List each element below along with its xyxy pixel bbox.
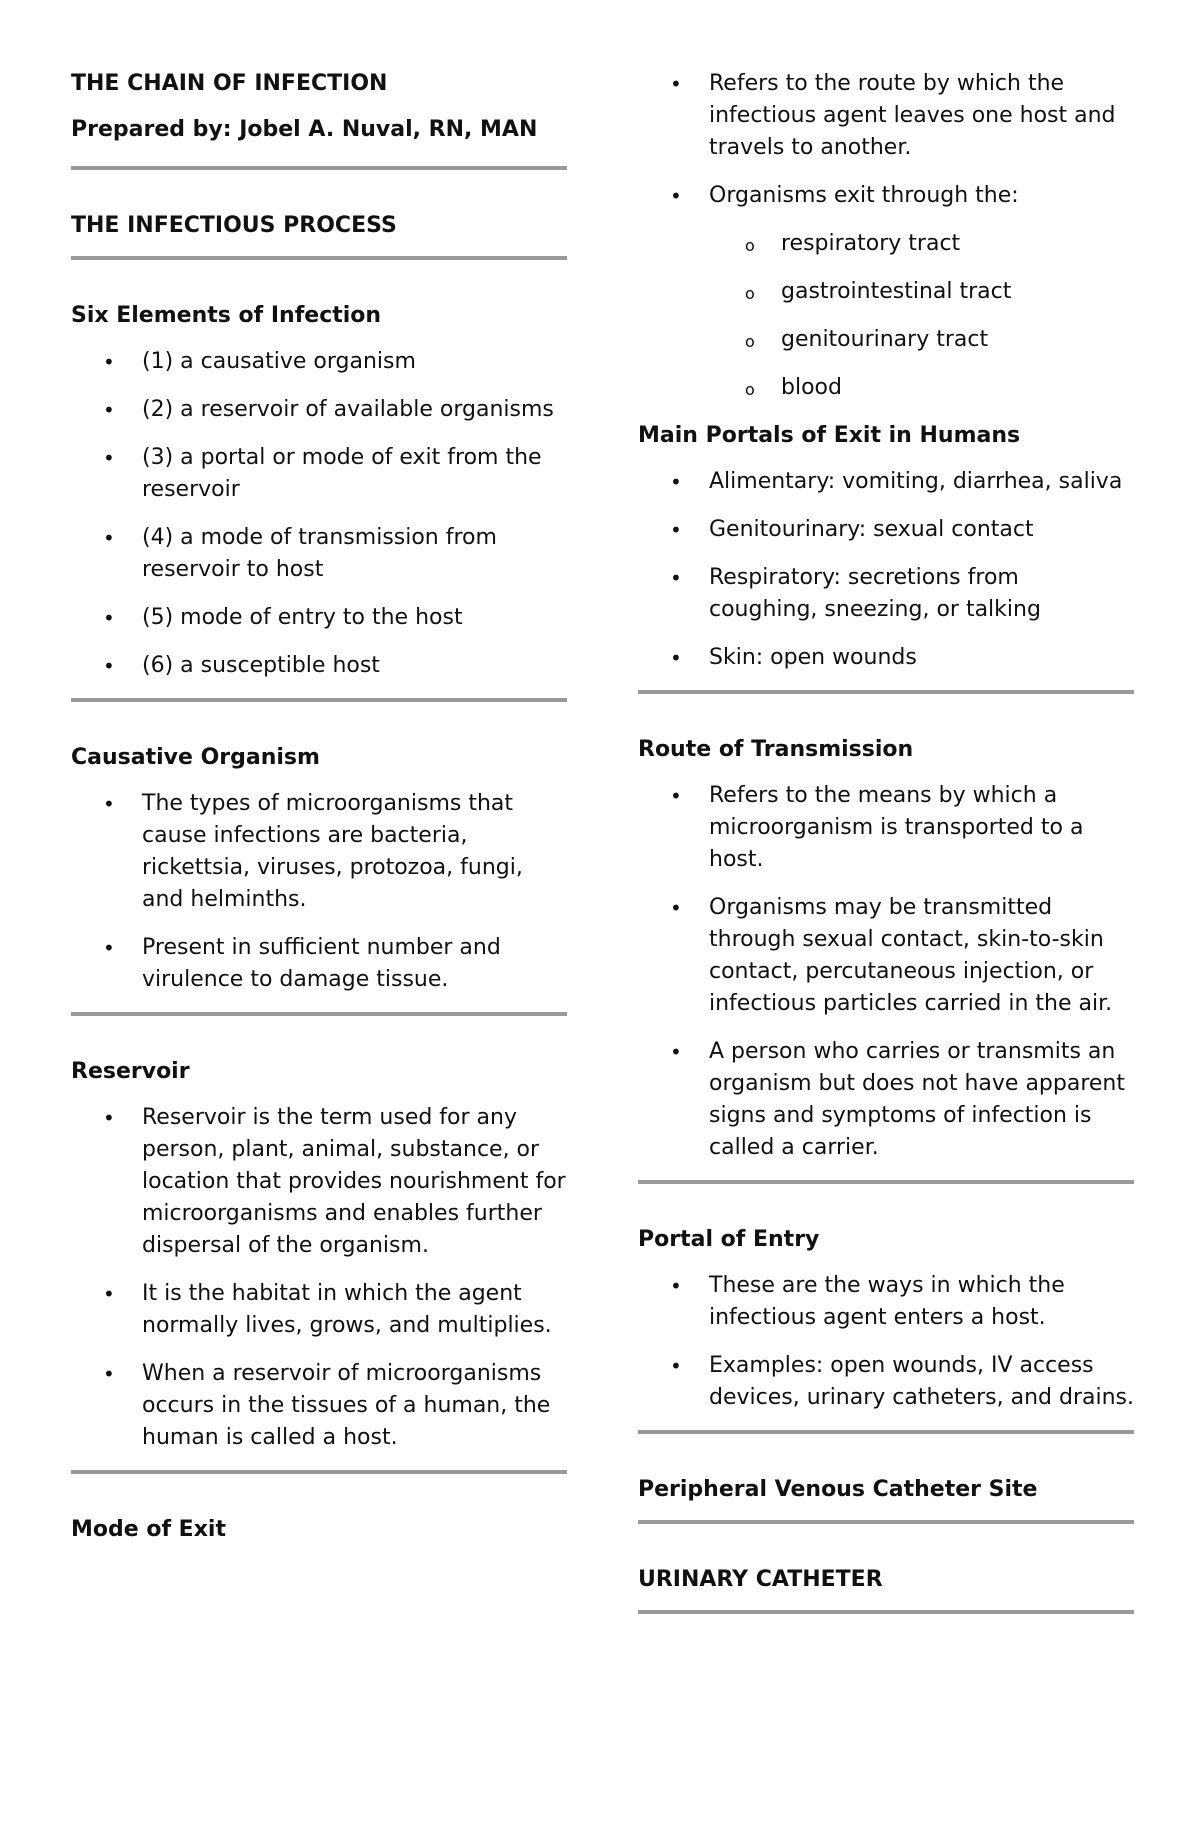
bullet-icon: • <box>103 792 115 816</box>
bullet-icon: • <box>670 184 682 208</box>
bullet-icon: • <box>670 1354 682 1378</box>
sub-list-item: o gastrointestinal tract <box>638 276 1134 308</box>
peripheral-venous-catheter-heading: Peripheral Venous Catheter Site <box>638 1477 1038 1502</box>
section-divider <box>71 256 567 260</box>
section-divider <box>638 1430 1134 1434</box>
bullet-icon: • <box>103 1282 115 1306</box>
sub-list-item: o blood <box>638 372 1134 404</box>
causative-organism-list <box>71 788 567 996</box>
bullet-icon: • <box>103 1362 115 1386</box>
section-divider <box>638 1180 1134 1184</box>
list-item: • Respiratory: secretions from coughing, sneezing, or talking <box>638 562 1134 626</box>
section-divider <box>71 1470 567 1474</box>
prepared-by: Prepared by: Jobel A. Nuval, RN, MAN <box>71 117 538 142</box>
main-portals-list <box>638 466 1134 674</box>
section-divider <box>71 1012 567 1016</box>
document-title: THE CHAIN OF INFECTION <box>71 71 388 96</box>
infectious-process-heading: THE INFECTIOUS PROCESS <box>71 213 397 238</box>
list-item: • (2) a reservoir of available organisms <box>71 394 567 426</box>
bullet-icon: • <box>103 526 115 550</box>
bullet-icon: • <box>670 784 682 808</box>
six-elements-list <box>71 346 567 682</box>
bullet-icon: • <box>103 398 115 422</box>
section-divider <box>71 166 567 170</box>
bullet-icon: • <box>670 646 682 670</box>
bullet-icon: • <box>103 606 115 630</box>
bullet-icon: • <box>670 566 682 590</box>
list-item: • When a reservoir of microorganisms occurs in the tissues of a human, the human is called a host. <box>71 1358 567 1454</box>
bullet-icon: • <box>670 1274 682 1298</box>
bullet-icon: • <box>103 446 115 470</box>
six-elements-heading: Six Elements of Infection <box>71 303 382 328</box>
mode-of-exit-heading: Mode of Exit <box>71 1517 226 1542</box>
sub-list-item: o respiratory tract <box>638 228 1134 260</box>
list-item: • Organisms may be transmitted through sexual contact, skin-to-skin contact, percutaneous injection, or infectious particles carried in the air. <box>638 892 1134 1020</box>
circle-bullet-icon: o <box>745 284 755 303</box>
route-of-transmission-list <box>638 780 1134 1164</box>
list-item: • (6) a susceptible host <box>71 650 567 682</box>
list-item: • The types of microorganisms that cause infections are bacteria, rickettsia, viruses, protozoa, fungi, and helminths. <box>71 788 567 916</box>
list-item: • These are the ways in which the infectious agent enters a host. <box>638 1270 1134 1334</box>
bullet-icon: • <box>670 1040 682 1064</box>
bullet-icon: • <box>670 470 682 494</box>
section-divider <box>638 1520 1134 1524</box>
list-item: • Organisms exit through the: <box>638 180 1134 212</box>
bullet-icon: • <box>670 518 682 542</box>
list-item: • Refers to the route by which the infectious agent leaves one host and travels to another. <box>638 68 1134 164</box>
list-item: • Reservoir is the term used for any person, plant, animal, substance, or location that provides nourishment for microorganisms and enables further dispersal of the organism. <box>71 1102 567 1262</box>
route-of-transmission-heading: Route of Transmission <box>638 737 914 762</box>
circle-bullet-icon: o <box>745 236 755 255</box>
main-portals-heading: Main Portals of Exit in Humans <box>638 423 1021 448</box>
urinary-catheter-heading: URINARY CATHETER <box>638 1567 883 1592</box>
list-item: • A person who carries or transmits an organism but does not have apparent signs and symptoms of infection is called a carrier. <box>638 1036 1134 1164</box>
bullet-icon: • <box>103 654 115 678</box>
circle-bullet-icon: o <box>745 332 755 351</box>
portal-of-entry-list <box>638 1270 1134 1414</box>
list-item: • (4) a mode of transmission from reservoir to host <box>71 522 567 586</box>
exit-sub-list <box>638 228 1134 404</box>
bullet-icon: • <box>670 896 682 920</box>
mode-of-exit-list <box>638 68 1134 212</box>
section-divider <box>638 1610 1134 1614</box>
causative-organism-heading: Causative Organism <box>71 745 320 770</box>
reservoir-list <box>71 1102 567 1454</box>
section-divider <box>71 698 567 702</box>
right-column <box>638 68 1134 1654</box>
bullet-icon: • <box>670 72 682 96</box>
list-item: • (1) a causative organism <box>71 346 567 378</box>
list-item: • Genitourinary: sexual contact <box>638 514 1134 546</box>
section-divider <box>638 690 1134 694</box>
left-column <box>71 68 567 1560</box>
list-item: • It is the habitat in which the agent normally lives, grows, and multiplies. <box>71 1278 567 1342</box>
list-item: • (5) mode of entry to the host <box>71 602 567 634</box>
portal-of-entry-heading: Portal of Entry <box>638 1227 820 1252</box>
sub-list-item: o genitourinary tract <box>638 324 1134 356</box>
bullet-icon: • <box>103 1106 115 1130</box>
reservoir-heading: Reservoir <box>71 1059 190 1084</box>
bullet-icon: • <box>103 936 115 960</box>
bullet-icon: • <box>103 350 115 374</box>
list-item: • Skin: open wounds <box>638 642 1134 674</box>
circle-bullet-icon: o <box>745 380 755 399</box>
list-item: • Present in sufficient number and virulence to damage tissue. <box>71 932 567 996</box>
list-item: • (3) a portal or mode of exit from the reservoir <box>71 442 567 506</box>
list-item: • Refers to the means by which a microorganism is transported to a host. <box>638 780 1134 876</box>
list-item: • Alimentary: vomiting, diarrhea, saliva <box>638 466 1134 498</box>
list-item: • Examples: open wounds, IV access devices, urinary catheters, and drains. <box>638 1350 1134 1414</box>
